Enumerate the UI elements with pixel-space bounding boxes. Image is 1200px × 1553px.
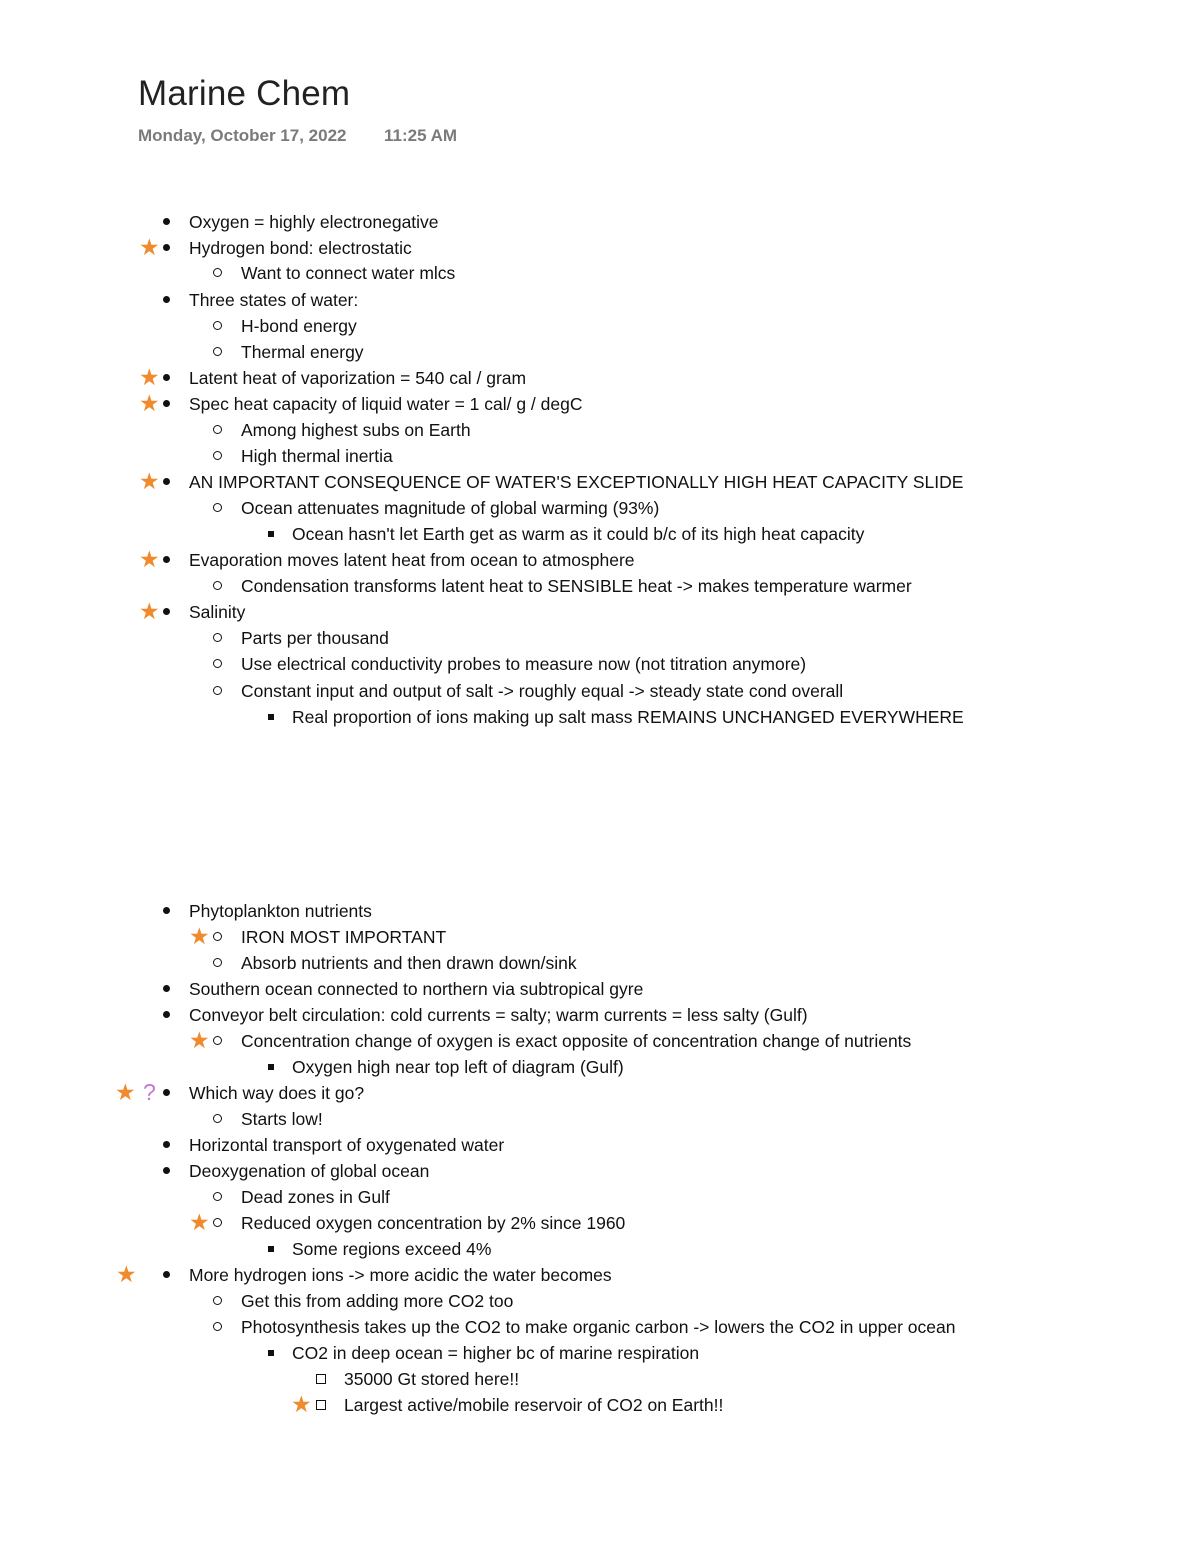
list-item-text: Real proportion of ions making up salt mass REMAINS UNCHANGED EVERYWHERE bbox=[292, 707, 964, 727]
list-item bbox=[0, 1184, 1200, 1210]
list-item-text: Horizontal transport of oxygenated water bbox=[189, 1135, 505, 1155]
list-item bbox=[0, 950, 1200, 976]
list-item bbox=[0, 1054, 1200, 1080]
list-item-text: Thermal energy bbox=[241, 342, 364, 362]
circle-bullet bbox=[213, 1322, 222, 1331]
circle-bullet bbox=[213, 932, 222, 941]
list-item bbox=[0, 924, 1200, 950]
star-icon: ★ bbox=[189, 1209, 210, 1235]
list-item bbox=[0, 313, 1200, 339]
list-item bbox=[0, 976, 1200, 1002]
list-item-text: Photosynthesis takes up the CO2 to make organic carbon -> lowers the CO2 in upper ocean bbox=[241, 1317, 956, 1337]
disc-bullet bbox=[163, 1089, 170, 1096]
circle-bullet bbox=[213, 1192, 222, 1201]
star-icon: ★ bbox=[115, 1079, 136, 1105]
circle-bullet bbox=[213, 425, 222, 434]
circle-bullet bbox=[213, 1296, 222, 1305]
list-item bbox=[0, 1262, 1200, 1288]
star-icon: ★ bbox=[139, 390, 160, 416]
disc-bullet bbox=[163, 244, 170, 251]
page-title: Marine Chem bbox=[138, 74, 351, 113]
star-icon: ★ bbox=[139, 364, 160, 390]
list-item-text: AN IMPORTANT CONSEQUENCE OF WATER'S EXCEPTIONALLY HIGH HEAT CAPACITY SLIDE bbox=[189, 472, 964, 492]
list-item-text: Parts per thousand bbox=[241, 628, 389, 648]
circle-bullet bbox=[213, 633, 222, 642]
list-item-text: Southern ocean connected to northern via subtropical gyre bbox=[189, 979, 644, 999]
list-item bbox=[0, 495, 1200, 521]
list-item-text: Concentration change of oxygen is exact opposite of concentration change of nutrients bbox=[241, 1031, 912, 1051]
list-item-text: Spec heat capacity of liquid water = 1 cal/ g / degC bbox=[189, 394, 583, 414]
list-item-text: Absorb nutrients and then drawn down/sink bbox=[241, 953, 577, 973]
list-item bbox=[0, 1366, 1200, 1392]
circle-bullet bbox=[213, 686, 222, 695]
star-icon: ★ bbox=[291, 1391, 312, 1417]
list-item-text: High thermal inertia bbox=[241, 446, 393, 466]
list-item bbox=[0, 1002, 1200, 1028]
list-item-text: Use electrical conductivity probes to measure now (not titration anymore) bbox=[241, 654, 807, 674]
list-item-text: Get this from adding more CO2 too bbox=[241, 1291, 514, 1311]
list-item-text: Starts low! bbox=[241, 1109, 323, 1129]
star-icon: ★ bbox=[189, 1027, 210, 1053]
list-item bbox=[0, 1340, 1200, 1366]
list-item-text: Conveyor belt circulation: cold currents = salty; warm currents = less salty (Gulf) bbox=[189, 1005, 808, 1025]
list-item bbox=[0, 1158, 1200, 1184]
list-item bbox=[0, 1210, 1200, 1236]
list-item-text: Ocean hasn't let Earth get as warm as it could b/c of its high heat capacity bbox=[292, 524, 865, 544]
list-item-text: Largest active/mobile reservoir of CO2 on Earth!! bbox=[344, 1395, 724, 1415]
star-icon: ★ bbox=[116, 1261, 137, 1287]
list-item-text: Reduced oxygen concentration by 2% since 1960 bbox=[241, 1213, 626, 1233]
question-icon: ? bbox=[143, 1079, 156, 1105]
page-time: 11:25 AM bbox=[384, 126, 458, 145]
circle-bullet bbox=[213, 451, 222, 460]
disc-bullet bbox=[163, 400, 170, 407]
list-item-text: Among highest subs on Earth bbox=[241, 420, 471, 440]
list-item bbox=[0, 704, 1200, 730]
circle-bullet bbox=[213, 659, 222, 668]
hollow-square-bullet bbox=[316, 1400, 326, 1410]
list-item bbox=[0, 1132, 1200, 1158]
list-item bbox=[0, 651, 1200, 677]
list-item bbox=[0, 365, 1200, 391]
list-item-text: Latent heat of vaporization = 540 cal / gram bbox=[189, 368, 527, 388]
list-item bbox=[0, 573, 1200, 599]
list-item-text: More hydrogen ions -> more acidic the water becomes bbox=[189, 1265, 612, 1285]
list-item bbox=[0, 339, 1200, 365]
star-icon: ★ bbox=[139, 598, 160, 624]
disc-bullet bbox=[163, 1011, 170, 1018]
list-item-text: Evaporation moves latent heat from ocean to atmosphere bbox=[189, 550, 635, 570]
list-item bbox=[0, 209, 1200, 235]
list-item-text: Hydrogen bond: electrostatic bbox=[189, 238, 412, 258]
disc-bullet bbox=[163, 1271, 170, 1278]
disc-bullet bbox=[163, 608, 170, 615]
list-item bbox=[0, 625, 1200, 651]
circle-bullet bbox=[213, 958, 222, 967]
disc-bullet bbox=[163, 218, 170, 225]
circle-bullet bbox=[213, 503, 222, 512]
list-item-text: Oxygen = highly electronegative bbox=[189, 212, 439, 232]
square-bullet bbox=[268, 1350, 274, 1356]
list-item bbox=[0, 1288, 1200, 1314]
list-item bbox=[0, 1236, 1200, 1262]
disc-bullet bbox=[163, 907, 170, 914]
disc-bullet bbox=[163, 1167, 170, 1174]
list-item bbox=[0, 1106, 1200, 1132]
list-item-text: Ocean attenuates magnitude of global warming (93%) bbox=[241, 498, 660, 518]
list-item bbox=[0, 1028, 1200, 1054]
square-bullet bbox=[268, 1064, 274, 1070]
list-item bbox=[0, 1392, 1200, 1418]
hollow-square-bullet bbox=[316, 1374, 326, 1384]
list-item-text: Want to connect water mlcs bbox=[241, 263, 456, 283]
list-item-text: Condensation transforms latent heat to SENSIBLE heat -> makes temperature warmer bbox=[241, 576, 912, 596]
list-item bbox=[0, 547, 1200, 573]
list-item bbox=[0, 287, 1200, 313]
page-date: Monday, October 17, 2022 bbox=[138, 126, 347, 145]
square-bullet bbox=[268, 531, 274, 537]
list-item-text: CO2 in deep ocean = higher bc of marine respiration bbox=[292, 1343, 700, 1363]
list-item bbox=[0, 521, 1200, 547]
circle-bullet bbox=[213, 347, 222, 356]
list-item bbox=[0, 417, 1200, 443]
list-item bbox=[0, 678, 1200, 704]
circle-bullet bbox=[213, 1218, 222, 1227]
circle-bullet bbox=[213, 321, 222, 330]
list-item-text: Salinity bbox=[189, 602, 246, 622]
disc-bullet bbox=[163, 556, 170, 563]
list-item bbox=[0, 235, 1200, 261]
circle-bullet bbox=[213, 581, 222, 590]
list-item-text: 35000 Gt stored here!! bbox=[344, 1369, 520, 1389]
star-icon: ★ bbox=[139, 546, 160, 572]
square-bullet bbox=[268, 714, 274, 720]
list-item-text: Phytoplankton nutrients bbox=[189, 901, 372, 921]
list-item bbox=[0, 599, 1200, 625]
disc-bullet bbox=[163, 478, 170, 485]
list-item-text: IRON MOST IMPORTANT bbox=[241, 927, 447, 947]
list-item bbox=[0, 469, 1200, 495]
star-icon: ★ bbox=[189, 923, 210, 949]
list-item bbox=[0, 1080, 1200, 1106]
disc-bullet bbox=[163, 296, 170, 303]
list-item-text: Which way does it go? bbox=[189, 1083, 365, 1103]
square-bullet bbox=[268, 1246, 274, 1252]
list-item bbox=[0, 391, 1200, 417]
list-item-text: Oxygen high near top left of diagram (Gulf) bbox=[292, 1057, 624, 1077]
list-item bbox=[0, 1314, 1200, 1340]
circle-bullet bbox=[213, 268, 222, 277]
list-item-text: Three states of water: bbox=[189, 290, 359, 310]
list-item-text: H-bond energy bbox=[241, 316, 357, 336]
circle-bullet bbox=[213, 1036, 222, 1045]
star-icon: ★ bbox=[139, 468, 160, 494]
list-item-text: Constant input and output of salt -> roughly equal -> steady state cond overall bbox=[241, 681, 844, 701]
circle-bullet bbox=[213, 1114, 222, 1123]
list-item-text: Deoxygenation of global ocean bbox=[189, 1161, 430, 1181]
list-item bbox=[0, 898, 1200, 924]
list-item bbox=[0, 443, 1200, 469]
list-item bbox=[0, 260, 1200, 286]
disc-bullet bbox=[163, 1141, 170, 1148]
star-icon: ★ bbox=[139, 234, 160, 260]
disc-bullet bbox=[163, 374, 170, 381]
list-item-text: Some regions exceed 4% bbox=[292, 1239, 492, 1259]
list-item-text: Dead zones in Gulf bbox=[241, 1187, 390, 1207]
disc-bullet bbox=[163, 985, 170, 992]
